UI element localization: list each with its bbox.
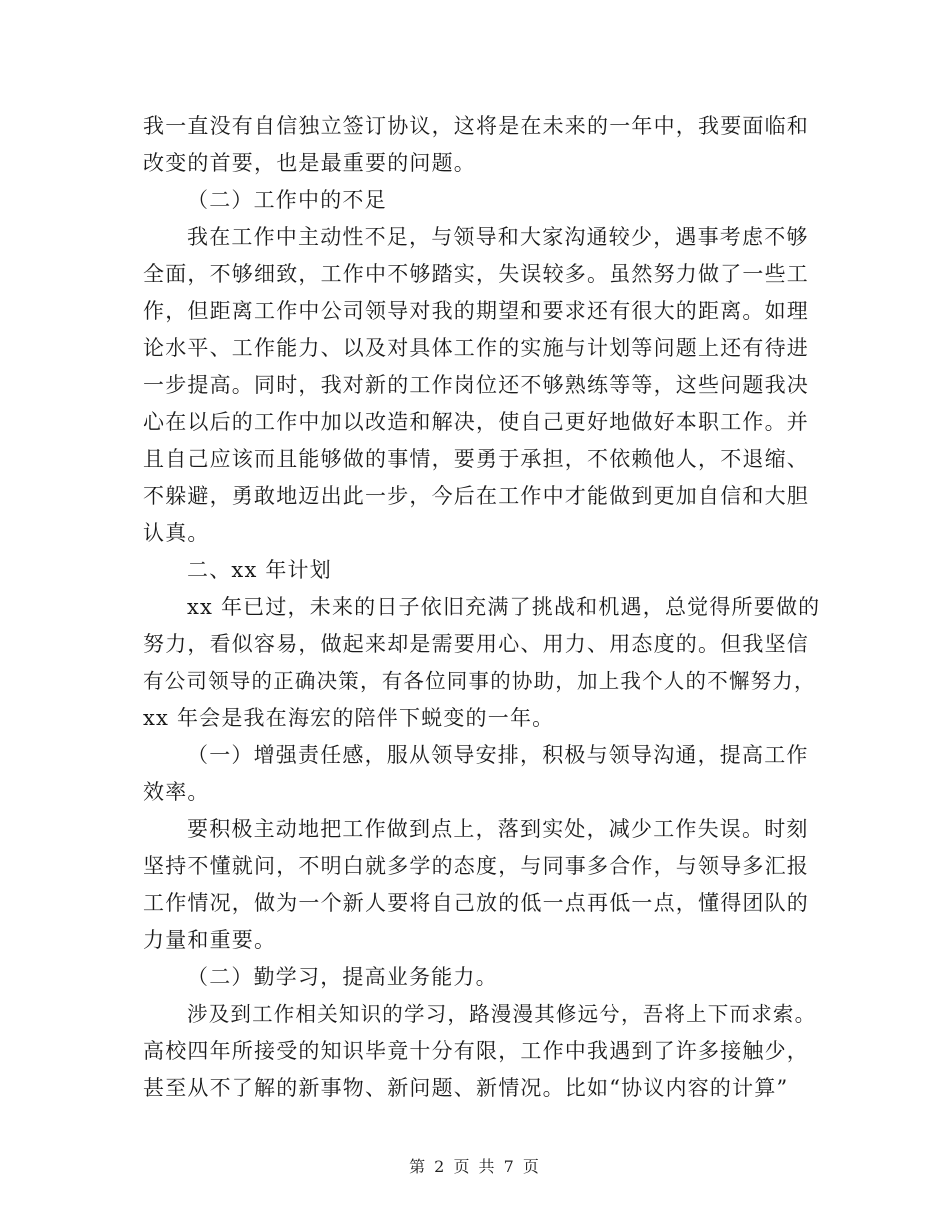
text-line: 论水平、工作能力、以及对具体工作的实施与计划等问题上还有待进 [143, 336, 809, 360]
text-line: 改变的首要，也是最重要的问题。 [143, 151, 476, 175]
text-line: 有公司领导的正确决策，有各位同事的协助，加上我个人的不懈努力， [143, 669, 816, 693]
text-line: 全面，不够细致，工作中不够踏实，失误较多。虽然努力做了一些工 [143, 262, 809, 286]
text-line: 努力，看似容易，做起来却是需要用心、用力、用态度的。但我坚信 [143, 632, 809, 656]
text-line: xx 年已过，未来的日子依旧充满了挑战和机遇，总觉得所要做的 [187, 595, 821, 619]
text-line: 效率。 [143, 780, 210, 804]
text-line: 力量和重要。 [143, 928, 277, 952]
text-line: 作，但距离工作中公司领导对我的期望和要求还有很大的距离。如理 [143, 299, 809, 323]
text-line: 我一直没有自信独立签订协议，这将是在未来的一年中，我要面临和 [143, 114, 809, 138]
text-line: 我在工作中主动性不足，与领导和大家沟通较少，遇事考虑不够 [187, 225, 809, 249]
text-line: 一步提高。同时，我对新的工作岗位还不够熟练等等，这些问题我决 [143, 373, 809, 397]
text-line: 坚持不懂就问，不明白就多学的态度，与同事多合作，与领导多汇报 [143, 854, 809, 878]
text-line: 涉及到工作相关知识的学习，路漫漫其修远兮，吾将上下而求索。 [187, 1002, 817, 1026]
text-line: 认真。 [143, 521, 210, 545]
text-line: （二）工作中的不足 [187, 188, 387, 212]
text-line: 不躲避，勇敢地迈出此一步，今后在工作中才能做到更加自信和大胆 [143, 484, 809, 508]
text-line: 心在以后的工作中加以改造和解决，使自己更好地做好本职工作。并 [143, 410, 809, 434]
document-body [143, 108, 823, 1107]
page-footer: 第 2 页 共 7 页 [409, 1157, 541, 1176]
text-line: 工作情况，做为一个新人要将自己放的低一点再低一点，懂得团队的 [143, 891, 809, 915]
text-line: （一）增强责任感，服从领导安排，积极与领导沟通，提高工作 [187, 743, 809, 767]
text-line: 且自己应该而且能够做的事情，要勇于承担，不依赖他人，不退缩、 [143, 447, 809, 471]
text-line: 二、xx 年计划 [187, 558, 332, 582]
text-line: 甚至从不了解的新事物、新问题、新情况。比如“协议内容的计算” [143, 1076, 789, 1100]
text-line: （二）勤学习，提高业务能力。 [187, 965, 498, 989]
text-line: xx 年会是我在海宏的陪伴下蜕变的一年。 [143, 706, 555, 730]
text-line: 高校四年所接受的知识毕竟十分有限，工作中我遇到了许多接触少， [143, 1039, 809, 1063]
text-line: 要积极主动地把工作做到点上，落到实处，减少工作失误。时刻 [187, 817, 809, 841]
